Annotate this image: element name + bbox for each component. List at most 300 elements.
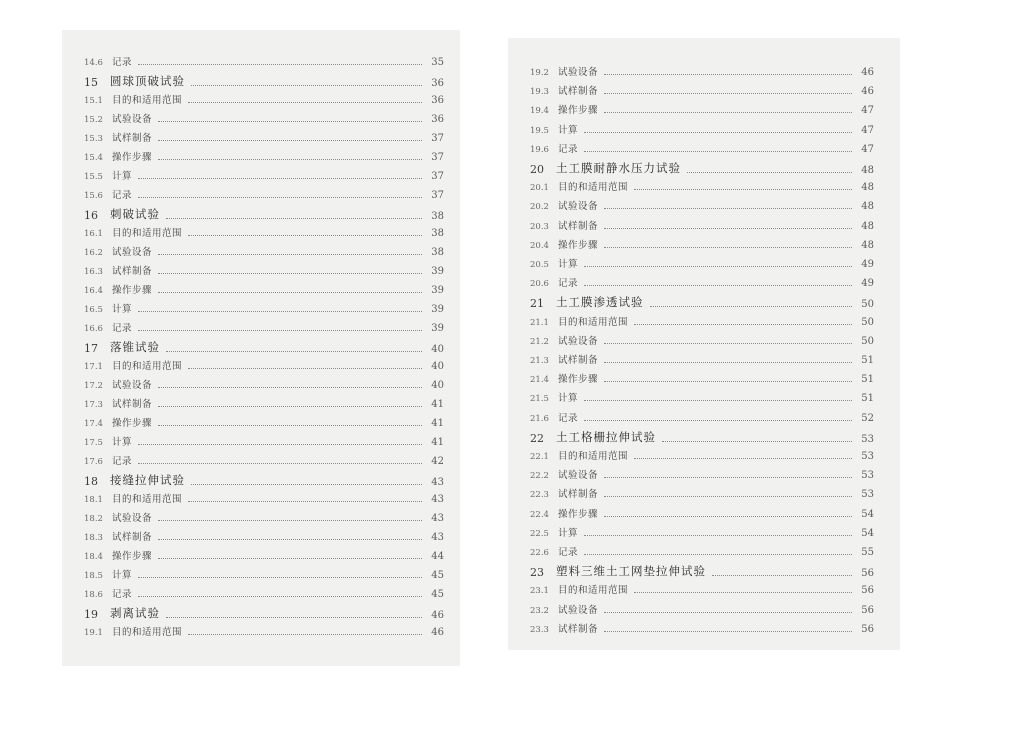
toc-section-entry xyxy=(84,92,444,106)
toc-entry-page-number: 45 xyxy=(431,570,444,581)
toc-entry-title: 试验设备 xyxy=(112,380,153,391)
toc-entry-number: 22.3 xyxy=(530,490,549,501)
toc-entry-number: 19.3 xyxy=(530,87,549,98)
toc-entry-number: 16.5 xyxy=(84,305,103,315)
toc-section-entry xyxy=(84,111,444,125)
toc-entry-title: 操作步骤 xyxy=(112,418,153,429)
toc-entry-title: 试样制备 xyxy=(112,532,153,543)
toc-dot-leader xyxy=(584,553,852,555)
toc-entry-page-number: 37 xyxy=(431,190,444,201)
toc-entry-title: 操作步骤 xyxy=(558,239,599,251)
toc-chapter-entry xyxy=(530,160,874,176)
toc-section-entry xyxy=(530,314,874,328)
toc-entry-number: 15.3 xyxy=(84,134,103,144)
toc-entry-page-number: 43 xyxy=(431,513,444,524)
toc-dot-leader xyxy=(604,73,852,75)
toc-entry-title: 操作步骤 xyxy=(558,374,599,386)
toc-entry-number: 15.2 xyxy=(84,115,103,125)
toc-entry-number: 19.2 xyxy=(530,68,549,78)
toc-entry-title: 土工格栅拉伸试验 xyxy=(556,429,656,444)
toc-entry-number: 19.6 xyxy=(530,144,549,155)
toc-entry-number: 21.3 xyxy=(530,356,549,366)
toc-entry-number: 22.1 xyxy=(530,452,549,462)
toc-entry-title: 操作步骤 xyxy=(558,105,599,117)
toc-section-entry xyxy=(530,237,874,251)
toc-dot-leader xyxy=(158,158,422,160)
toc-section-entry xyxy=(530,64,874,78)
toc-section-entry xyxy=(530,467,874,481)
toc-entry-page-number: 44 xyxy=(431,551,444,562)
toc-entry-number: 17.6 xyxy=(84,457,103,467)
toc-section-entry xyxy=(84,358,444,372)
toc-entry-page-number: 43 xyxy=(431,532,444,543)
toc-dot-leader xyxy=(584,131,852,133)
toc-chapter-entry xyxy=(84,206,444,222)
toc-dot-leader xyxy=(138,177,422,179)
toc-section-entry xyxy=(530,582,874,596)
toc-dot-leader xyxy=(138,196,422,198)
toc-chapter-entry xyxy=(84,472,444,488)
toc-entry-page-number: 43 xyxy=(431,477,444,488)
toc-entry-number: 21.4 xyxy=(530,375,549,386)
toc-dot-leader xyxy=(604,515,852,517)
toc-section-entry xyxy=(84,567,444,581)
toc-dot-leader xyxy=(687,171,852,173)
toc-section-entry xyxy=(530,621,874,635)
toc-entry-title: 试验设备 xyxy=(558,201,599,213)
toc-entry-number: 20.2 xyxy=(530,202,549,213)
toc-entry-title: 记录 xyxy=(558,412,579,424)
toc-chapter-entry xyxy=(84,73,444,89)
toc-entry-page-number: 40 xyxy=(431,361,444,372)
toc-dot-leader xyxy=(188,234,422,236)
toc-entry-number: 20.3 xyxy=(530,221,549,232)
toc-dot-leader xyxy=(604,495,852,497)
toc-section-entry xyxy=(84,415,444,429)
toc-entry-page-number: 35 xyxy=(431,57,444,68)
toc-entry-title: 试验设备 xyxy=(558,470,599,482)
toc-entry-number: 21.1 xyxy=(530,317,549,328)
toc-dot-leader xyxy=(158,291,422,293)
toc-chapter-entry xyxy=(530,429,874,445)
toc-entry-page-number: 47 xyxy=(861,105,874,117)
toc-dot-leader xyxy=(188,367,422,369)
toc-chapter-entry xyxy=(530,294,874,310)
toc-section-entry xyxy=(530,371,874,385)
toc-dot-leader xyxy=(604,207,852,209)
toc-entry-number: 16.2 xyxy=(84,248,103,258)
toc-entry-title: 计算 xyxy=(558,527,579,539)
toc-section-entry xyxy=(530,275,874,289)
toc-entry-number: 20.6 xyxy=(530,279,549,290)
toc-dot-leader xyxy=(138,576,422,578)
toc-dot-leader xyxy=(634,323,852,325)
toc-entry-title: 土工膜耐静水压力试验 xyxy=(556,161,681,175)
toc-chapter-entry xyxy=(84,339,444,355)
toc-dot-leader xyxy=(650,305,853,307)
toc-section-entry xyxy=(84,225,444,239)
toc-entry-page-number: 50 xyxy=(861,299,874,311)
toc-section-entry xyxy=(84,149,444,163)
toc-dot-leader xyxy=(604,246,852,248)
toc-entry-title: 操作步骤 xyxy=(558,508,599,520)
toc-dot-leader xyxy=(138,310,422,312)
toc-entry-title: 记录 xyxy=(558,547,579,558)
toc-entry-number: 19.1 xyxy=(84,628,103,638)
toc-dot-leader xyxy=(158,386,422,388)
toc-section-entry xyxy=(84,263,444,277)
toc-entry-number: 19 xyxy=(84,608,98,621)
toc-entry-page-number: 43 xyxy=(431,494,444,505)
toc-entry-number: 22.4 xyxy=(530,509,549,520)
toc-entry-number: 18.2 xyxy=(84,514,103,524)
toc-entry-number: 23.3 xyxy=(530,624,549,635)
toc-entry-page-number: 54 xyxy=(861,508,874,520)
toc-section-entry xyxy=(530,352,874,366)
toc-entry-number: 17.3 xyxy=(84,400,103,410)
toc-entry-page-number: 51 xyxy=(861,393,874,405)
toc-entry-page-number: 50 xyxy=(861,316,874,328)
toc-entry-number: 17.1 xyxy=(84,362,103,372)
toc-section-entry xyxy=(84,586,444,600)
toc-entry-title: 目的和适用范围 xyxy=(112,228,183,239)
toc-entry-title: 目的和适用范围 xyxy=(558,316,629,328)
toc-entry-page-number: 38 xyxy=(431,211,444,222)
toc-dot-leader xyxy=(604,227,852,229)
toc-entry-title: 记录 xyxy=(112,323,133,334)
toc-section-entry xyxy=(84,624,444,638)
toc-section-entry xyxy=(530,256,874,270)
toc-entry-title: 落锥试验 xyxy=(110,340,160,354)
toc-section-entry xyxy=(84,453,444,467)
toc-entry-page-number: 46 xyxy=(861,86,874,98)
toc-section-entry xyxy=(530,198,874,212)
toc-section-entry xyxy=(530,179,874,193)
toc-section-entry xyxy=(84,548,444,562)
toc-entry-page-number: 37 xyxy=(431,171,444,182)
toc-entry-number: 15.4 xyxy=(84,153,103,163)
toc-entry-title: 目的和适用范围 xyxy=(558,182,629,194)
toc-dot-leader xyxy=(634,591,852,593)
toc-dot-leader xyxy=(191,84,422,86)
toc-entry-number: 23.1 xyxy=(530,586,549,597)
toc-dot-leader xyxy=(604,342,852,344)
toc-entry-number: 17 xyxy=(84,342,98,355)
toc-entry-number: 18.3 xyxy=(84,533,103,543)
toc-section-entry xyxy=(530,525,874,539)
toc-entry-number: 20.4 xyxy=(530,240,549,251)
toc-dot-leader xyxy=(584,265,852,267)
toc-entry-number: 18.4 xyxy=(84,552,103,562)
toc-entry-page-number: 37 xyxy=(431,152,444,163)
toc-entry-title: 记录 xyxy=(558,278,579,290)
toc-entry-number: 22.5 xyxy=(530,528,549,539)
toc-chapter-entry xyxy=(84,605,444,621)
toc-dot-leader xyxy=(584,419,852,421)
toc-dot-leader xyxy=(604,361,852,363)
toc-section-entry xyxy=(84,244,444,258)
toc-dot-leader xyxy=(188,101,422,103)
toc-entry-title: 试样制备 xyxy=(558,623,599,635)
toc-entry-page-number: 39 xyxy=(431,304,444,315)
toc-entry-title: 试样制备 xyxy=(112,399,153,410)
toc-entry-title: 塑料三维土工网垫拉伸试验 xyxy=(556,564,706,579)
toc-entry-title: 试样制备 xyxy=(558,489,599,501)
toc-entry-page-number: 51 xyxy=(861,355,874,366)
toc-entry-page-number: 49 xyxy=(861,278,874,290)
toc-entry-title: 目的和适用范围 xyxy=(112,627,183,638)
toc-section-entry xyxy=(84,396,444,410)
toc-dot-leader xyxy=(166,616,422,618)
toc-dot-leader xyxy=(188,633,422,635)
toc-dot-leader xyxy=(634,188,852,190)
toc-entry-number: 20 xyxy=(530,163,544,176)
toc-entry-page-number: 40 xyxy=(431,380,444,391)
toc-section-entry xyxy=(84,282,444,296)
toc-entry-title: 试验设备 xyxy=(558,335,599,347)
toc-dot-leader xyxy=(604,630,852,632)
toc-entry-number: 15.6 xyxy=(84,191,103,201)
toc-entry-title: 试验设备 xyxy=(558,604,599,616)
toc-entry-title: 土工膜渗透试验 xyxy=(556,295,644,310)
toc-entry-title: 计算 xyxy=(558,259,579,270)
toc-entry-title: 试样制备 xyxy=(558,355,599,366)
toc-entry-title: 记录 xyxy=(112,57,133,68)
toc-dot-leader xyxy=(604,476,852,478)
toc-entry-page-number: 48 xyxy=(861,220,874,232)
toc-entry-number: 23 xyxy=(530,566,544,580)
toc-dot-leader xyxy=(166,350,422,352)
toc-entry-page-number: 41 xyxy=(431,437,444,448)
toc-dot-leader xyxy=(158,272,422,274)
toc-entry-title: 试样制备 xyxy=(558,220,599,232)
toc-chapter-entry xyxy=(530,563,874,579)
toc-entry-title: 记录 xyxy=(112,456,133,467)
toc-dot-leader xyxy=(158,405,422,407)
toc-entry-number: 21.6 xyxy=(530,413,549,424)
toc-entry-number: 21.5 xyxy=(530,394,549,405)
toc-entry-page-number: 39 xyxy=(431,266,444,277)
toc-dot-leader xyxy=(138,329,422,331)
toc-entry-number: 22 xyxy=(530,431,544,445)
toc-section-entry xyxy=(84,510,444,524)
toc-entry-page-number: 49 xyxy=(861,259,874,270)
toc-section-entry xyxy=(530,486,874,500)
toc-entry-title: 计算 xyxy=(112,304,133,315)
toc-section-entry xyxy=(530,122,874,136)
toc-entry-page-number: 53 xyxy=(861,433,874,445)
toc-entry-page-number: 48 xyxy=(861,201,874,213)
toc-entry-title: 目的和适用范围 xyxy=(112,95,183,106)
toc-section-entry xyxy=(84,54,444,68)
toc-dot-leader xyxy=(662,440,852,442)
toc-entry-number: 20.5 xyxy=(530,260,549,270)
toc-dot-leader xyxy=(584,284,852,286)
toc-entry-page-number: 56 xyxy=(861,585,874,597)
toc-entry-title: 目的和适用范围 xyxy=(558,451,629,462)
toc-entry-page-number: 36 xyxy=(431,95,444,106)
toc-dot-leader xyxy=(138,595,422,597)
toc-section-entry xyxy=(530,102,874,116)
toc-dot-leader xyxy=(584,399,852,401)
toc-section-entry xyxy=(530,544,874,558)
toc-entry-number: 16 xyxy=(84,209,98,222)
toc-dot-leader xyxy=(712,574,852,576)
toc-entry-title: 操作步骤 xyxy=(112,285,153,296)
toc-section-entry xyxy=(84,491,444,505)
toc-entry-number: 17.5 xyxy=(84,438,103,448)
toc-section-entry xyxy=(84,377,444,391)
toc-entry-page-number: 52 xyxy=(861,412,874,424)
toc-entry-page-number: 46 xyxy=(861,67,874,78)
toc-entry-page-number: 53 xyxy=(861,470,874,482)
toc-section-entry xyxy=(84,434,444,448)
toc-dot-leader xyxy=(604,92,852,94)
toc-dot-leader xyxy=(604,611,852,613)
toc-entry-page-number: 56 xyxy=(861,623,874,635)
toc-entry-number: 19.4 xyxy=(530,106,549,117)
toc-section-entry xyxy=(84,168,444,182)
toc-entry-title: 目的和适用范围 xyxy=(112,361,183,372)
toc-entry-number: 15 xyxy=(84,76,98,89)
toc-dot-leader xyxy=(584,150,852,152)
toc-dot-leader xyxy=(604,380,852,382)
toc-section-entry xyxy=(530,506,874,520)
toc-dot-leader xyxy=(584,534,852,536)
toc-entry-number: 15.5 xyxy=(84,172,103,182)
toc-entry-title: 试验设备 xyxy=(558,67,599,78)
toc-section-entry xyxy=(84,301,444,315)
toc-entry-title: 圆球顶破试验 xyxy=(110,74,185,88)
toc-entry-page-number: 53 xyxy=(861,489,874,501)
toc-entry-title: 试样制备 xyxy=(112,266,153,277)
toc-entry-title: 试验设备 xyxy=(112,247,153,258)
toc-entry-number: 14.6 xyxy=(84,58,103,68)
toc-entry-title: 目的和适用范围 xyxy=(112,494,183,505)
toc-entry-page-number: 50 xyxy=(861,335,874,347)
toc-entry-page-number: 40 xyxy=(431,344,444,355)
right-page xyxy=(508,38,900,650)
toc-entry-number: 21 xyxy=(530,297,544,311)
toc-entry-title: 剥离试验 xyxy=(110,606,160,620)
toc-entry-number: 18.1 xyxy=(84,495,103,505)
toc-entry-page-number: 38 xyxy=(431,247,444,258)
toc-section-entry xyxy=(530,602,874,616)
toc-entry-title: 记录 xyxy=(112,589,133,600)
toc-dot-leader xyxy=(158,519,422,521)
toc-entry-title: 记录 xyxy=(558,143,579,155)
toc-dot-leader xyxy=(138,462,422,464)
toc-section-entry xyxy=(84,529,444,543)
toc-section-entry xyxy=(84,320,444,334)
toc-entry-title: 试验设备 xyxy=(112,513,153,524)
toc-dot-leader xyxy=(158,557,422,559)
toc-entry-title: 计算 xyxy=(558,124,579,136)
toc-dot-leader xyxy=(158,538,422,540)
toc-section-entry xyxy=(530,83,874,97)
toc-section-entry xyxy=(530,390,874,404)
toc-entry-number: 18.6 xyxy=(84,590,103,600)
toc-entry-title: 记录 xyxy=(112,190,133,201)
toc-entry-number: 16.6 xyxy=(84,324,103,334)
toc-dot-leader xyxy=(634,457,852,459)
toc-dot-leader xyxy=(158,120,422,122)
toc-entry-page-number: 46 xyxy=(431,627,444,638)
toc-entry-page-number: 48 xyxy=(861,165,874,176)
toc-section-entry xyxy=(84,187,444,201)
toc-entry-number: 18.5 xyxy=(84,571,103,581)
toc-dot-leader xyxy=(158,424,422,426)
toc-entry-page-number: 55 xyxy=(861,547,874,558)
toc-entry-page-number: 36 xyxy=(431,78,444,89)
toc-entry-number: 19.5 xyxy=(530,125,549,136)
toc-entry-page-number: 41 xyxy=(431,418,444,429)
toc-entry-page-number: 36 xyxy=(431,114,444,125)
toc-entry-page-number: 56 xyxy=(861,604,874,616)
toc-entry-title: 操作步骤 xyxy=(112,551,153,562)
toc-section-entry xyxy=(530,141,874,155)
toc-entry-number: 15.1 xyxy=(84,96,103,106)
toc-entry-number: 16.3 xyxy=(84,267,103,277)
toc-entry-title: 接缝拉伸试验 xyxy=(110,473,185,487)
toc-section-entry xyxy=(530,410,874,424)
toc-entry-number: 16.4 xyxy=(84,286,103,296)
toc-entry-number: 17.2 xyxy=(84,381,103,391)
toc-entry-page-number: 51 xyxy=(861,374,874,386)
toc-section-entry xyxy=(84,130,444,144)
toc-dot-leader xyxy=(138,443,422,445)
toc-entry-number: 22.6 xyxy=(530,548,549,558)
toc-entry-title: 试样制备 xyxy=(112,133,153,144)
toc-entry-page-number: 47 xyxy=(861,124,874,136)
toc-entry-page-number: 39 xyxy=(431,285,444,296)
toc-entry-page-number: 42 xyxy=(431,456,444,467)
toc-entry-number: 18 xyxy=(84,475,98,488)
left-page xyxy=(62,30,460,666)
toc-dot-leader xyxy=(158,253,422,255)
toc-entry-number: 21.2 xyxy=(530,336,549,347)
toc-entry-page-number: 45 xyxy=(431,589,444,600)
toc-entry-number: 16.1 xyxy=(84,229,103,239)
toc-entry-title: 目的和适用范围 xyxy=(558,585,629,597)
toc-entry-title: 试样制备 xyxy=(558,86,599,98)
toc-dot-leader xyxy=(604,111,852,113)
toc-entry-title: 刺破试验 xyxy=(110,207,160,221)
toc-entry-page-number: 56 xyxy=(861,568,874,580)
toc-entry-page-number: 46 xyxy=(431,610,444,621)
toc-entry-number: 17.4 xyxy=(84,419,103,429)
toc-section-entry xyxy=(530,218,874,232)
toc-entry-number: 22.2 xyxy=(530,471,549,482)
toc-dot-leader xyxy=(188,500,422,502)
toc-entry-title: 操作步骤 xyxy=(112,152,153,163)
toc-entry-title: 试验设备 xyxy=(112,114,153,125)
toc-dot-leader xyxy=(158,139,422,141)
toc-entry-page-number: 48 xyxy=(861,239,874,251)
toc-entry-page-number: 54 xyxy=(861,527,874,539)
toc-entry-title: 计算 xyxy=(112,437,133,448)
toc-entry-page-number: 41 xyxy=(431,399,444,410)
toc-entry-page-number: 47 xyxy=(861,143,874,155)
toc-entry-page-number: 39 xyxy=(431,323,444,334)
toc-entry-title: 计算 xyxy=(558,393,579,405)
toc-dot-leader xyxy=(138,63,422,65)
toc-section-entry xyxy=(530,333,874,347)
toc-entry-page-number: 48 xyxy=(861,182,874,194)
toc-entry-page-number: 38 xyxy=(431,228,444,239)
toc-section-entry xyxy=(530,448,874,462)
toc-entry-number: 23.2 xyxy=(530,605,549,616)
